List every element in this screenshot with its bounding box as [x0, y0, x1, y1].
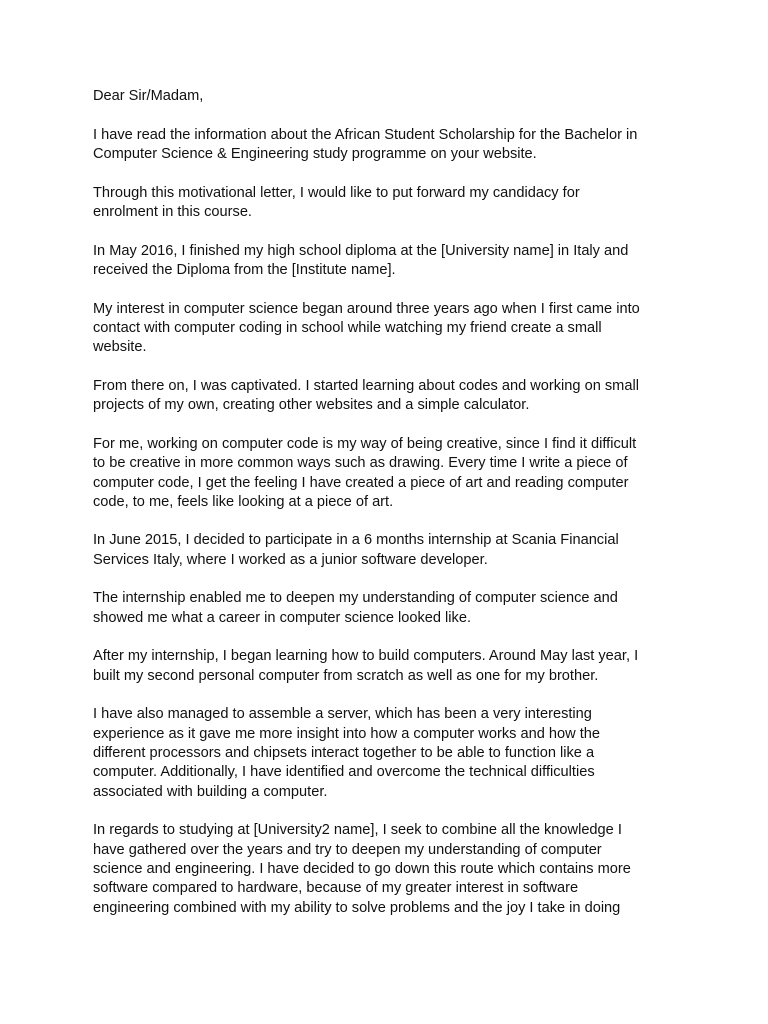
- paragraph-line: My interest in computer science began around three years ago when I first came into: [93, 300, 640, 317]
- paragraph-line: The internship enabled me to deepen my understanding of computer science and: [93, 590, 618, 607]
- paragraph-line: computer. Additionally, I have identified and overcome the technical difficulties: [93, 764, 595, 781]
- paragraph-line: From there on, I was captivated. I started learning about codes and working on small: [93, 377, 639, 394]
- paragraph-line: have gathered over the years and try to deepen my understanding of computer: [93, 841, 602, 858]
- paragraph-line: built my second personal computer from scratch as well as one for my brother.: [93, 667, 599, 684]
- letter-paragraph: [93, 435, 683, 512]
- paragraph-line: Computer Science & Engineering study programme on your website.: [93, 145, 537, 162]
- paragraph-line: I have also managed to assemble a server, which has been a very interesting: [93, 706, 592, 723]
- paragraph-line: website.: [93, 339, 147, 356]
- letter-paragraph: [93, 531, 683, 570]
- paragraph-line: computer code, I get the feeling I have created a piece of art and reading computer: [93, 474, 629, 491]
- paragraph-line: projects of my own, creating other websites and a simple calculator.: [93, 397, 530, 414]
- letter-paragraph: [93, 300, 683, 358]
- paragraph-line: After my internship, I began learning how to build computers. Around May last year, I: [93, 648, 639, 665]
- paragraph-line: Through this motivational letter, I would like to put forward my candidacy for: [93, 184, 580, 201]
- paragraph-line: engineering combined with my ability to solve problems and the joy I take in doing: [93, 899, 621, 916]
- salutation: Dear Sir/Madam,: [93, 88, 204, 104]
- letter-paragraph: [93, 705, 683, 801]
- paragraph-line: associated with building a computer.: [93, 783, 328, 800]
- paragraph-line: software compared to hardware, because of my greater interest in software: [93, 880, 579, 897]
- paragraph-line: contact with computer coding in school while watching my friend create a small: [93, 319, 602, 336]
- paragraph-line: science and engineering. I have decided to go down this route which contains more: [93, 860, 631, 877]
- paragraph-line: enrolment in this course.: [93, 203, 252, 220]
- paragraph-line: In June 2015, I decided to participate in a 6 months internship at Scania Financial: [93, 532, 619, 549]
- letter-paragraph: [93, 589, 683, 628]
- paragraph-line: code, to me, feels like looking at a piece of art.: [93, 493, 394, 510]
- paragraph-line: For me, working on computer code is my way of being creative, since I find it difficult: [93, 435, 637, 452]
- letter-paragraph: [93, 126, 683, 165]
- letter-paragraph: [93, 821, 683, 917]
- letter-paragraph: [93, 377, 683, 416]
- paragraph-line: showed me what a career in computer science looked like.: [93, 609, 472, 626]
- motivational-letter-body: [93, 87, 683, 937]
- paragraph-line: experience as it gave me more insight into how a computer works and how the: [93, 725, 600, 742]
- paragraph-line: In regards to studying at [University2 name], I seek to combine all the knowledge I: [93, 822, 622, 839]
- paragraph-line: to be creative in more common ways such as drawing. Every time I write a piece of: [93, 455, 628, 472]
- paragraph-line: In May 2016, I finished my high school diploma at the [University name] in Italy and: [93, 242, 629, 259]
- letter-paragraph: [93, 184, 683, 223]
- paragraph-line: different processors and chipsets interact together to be able to function like a: [93, 745, 595, 762]
- letter-paragraph: [93, 647, 683, 686]
- paragraph-line: received the Diploma from the [Institute name].: [93, 261, 396, 278]
- paragraph-line: I have read the information about the African Student Scholarship for the Bachelor in: [93, 126, 638, 143]
- paragraph-line: Services Italy, where I worked as a junior software developer.: [93, 551, 488, 568]
- letter-paragraph: [93, 242, 683, 281]
